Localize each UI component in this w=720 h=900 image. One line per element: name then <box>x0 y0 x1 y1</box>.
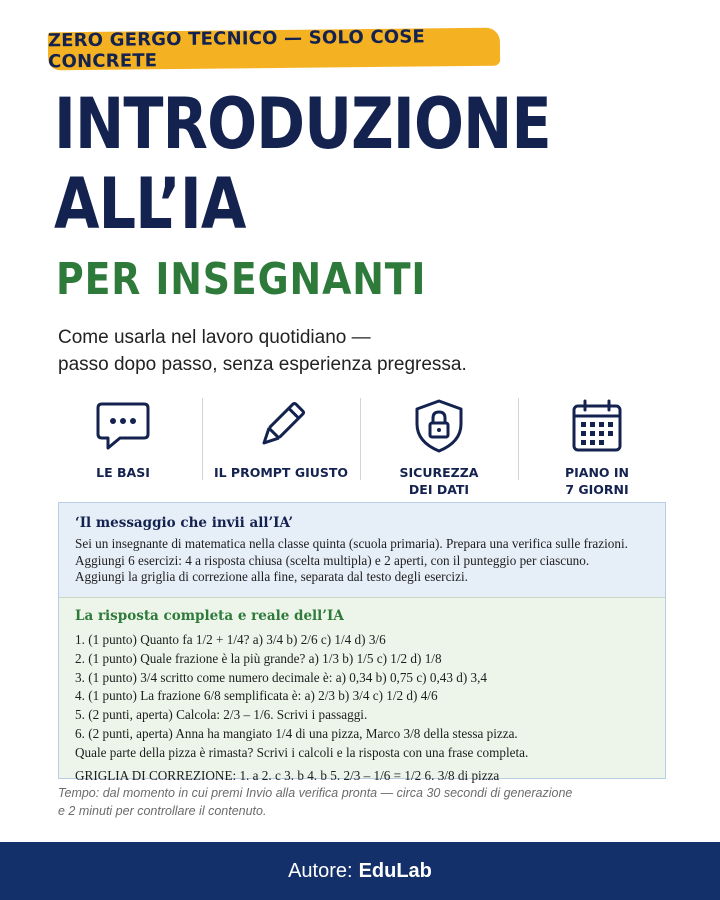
prompt-message-panel <box>59 503 665 597</box>
prompt-line: Aggiungi la griglia di correzione alla fine, separata dal testo degli esercizi. <box>75 569 468 584</box>
calendar-icon <box>568 398 626 454</box>
timing-note-line-1: Tempo: dal momento in cui premi Invio alla verifica pronta — circa 30 secondi di generazione <box>58 786 573 800</box>
tagline-banner <box>48 28 500 71</box>
exercise-item: 3. (1 punto) 3/4 scritto come numero decimale è: a) 0,34 b) 0,75 c) 0,43 d) 3,4 <box>75 669 487 685</box>
feature-label: PIANO IN 7 GIORNI <box>564 465 630 497</box>
timing-note-line-2: e 2 minuti per controllare il contenuto. <box>58 804 267 818</box>
feature-label: IL PROMPT GIUSTO <box>213 465 349 480</box>
prompt-message-title: ‘Il messaggio che invii all’IA’ <box>75 515 294 531</box>
exercise-item: 6. (2 punti, aperta) Anna ha mangiato 1/4 di una pizza, Marco 3/8 della stessa pizza. <box>75 725 518 741</box>
title-line-2: ALL’IA <box>54 163 246 245</box>
prompt-example-box <box>58 502 666 783</box>
feature-label: LE BASI <box>96 465 150 480</box>
timing-note <box>58 784 658 820</box>
title-line-1: INTRODUZIONE <box>54 83 551 165</box>
feature-label: SICUREZZA DEI DATI <box>399 465 479 497</box>
exercise-item: 4. (1 punto) La frazione 6/8 semplificata è: a) 2/3 b) 3/4 c) 1/2 d) 4/6 <box>75 688 438 704</box>
ai-response-panel <box>59 597 665 783</box>
feature-plan <box>518 390 676 497</box>
pencil-icon <box>252 398 310 454</box>
description-line-1: Come usarla nel lavoro quotidiano — <box>58 327 371 348</box>
description-line-2: passo dopo passo, senza esperienza pregressa. <box>58 354 467 375</box>
feature-row <box>44 390 676 497</box>
feature-security <box>360 390 518 497</box>
feature-basics <box>44 390 202 494</box>
prompt-line: Aggiungi 6 esercizi: 4 a risposta chiusa (scelta multipla) e 2 aperti, con il punteggio per ciascuno. <box>75 552 590 568</box>
exercise-list <box>75 631 649 763</box>
author-footer <box>0 842 720 900</box>
correction-grid: GRIGLIA DI CORREZIONE: 1. a 2. c 3. b 4. b 5. 2/3 – 1/6 = 1/2 6. 3/8 di pizza <box>75 767 500 783</box>
exercise-item: 2. (1 punto) Quale frazione è la più grande? a) 1/3 b) 1/5 c) 1/2 d) 1/8 <box>75 650 442 666</box>
ai-response-title: La risposta completa e reale dell’IA <box>75 608 344 624</box>
feature-prompt <box>202 390 360 494</box>
shield-lock-icon <box>410 398 468 454</box>
exercise-item: 1. (1 punto) Quanto fa 1/2 + 1/4? a) 3/4 b) 2/6 c) 1/4 d) 3/6 <box>75 632 386 647</box>
chat-bubble-icon <box>94 398 152 454</box>
exercise-item: 5. (2 punti, aperta) Calcola: 2/3 – 1/6. Scrivi i passaggi. <box>75 707 368 723</box>
prompt-line: Sei un insegnante di matematica nella classe quinta (scuola primaria). Prepara una verifica sulle frazioni. <box>75 536 628 551</box>
tagline-text: ZERO GERGO TECNICO — SOLO COSE CONCRETE <box>47 26 426 73</box>
author-prefix: Autore: <box>288 859 353 882</box>
cover-subtitle: PER INSEGNANTI <box>56 254 427 305</box>
author-name: EduLab <box>358 859 432 882</box>
cover-description <box>58 324 578 378</box>
cover-title <box>54 84 551 244</box>
exercise-item: Quale parte della pizza è rimasta? Scrivi i calcoli e la risposta con una frase completa. <box>75 744 529 760</box>
